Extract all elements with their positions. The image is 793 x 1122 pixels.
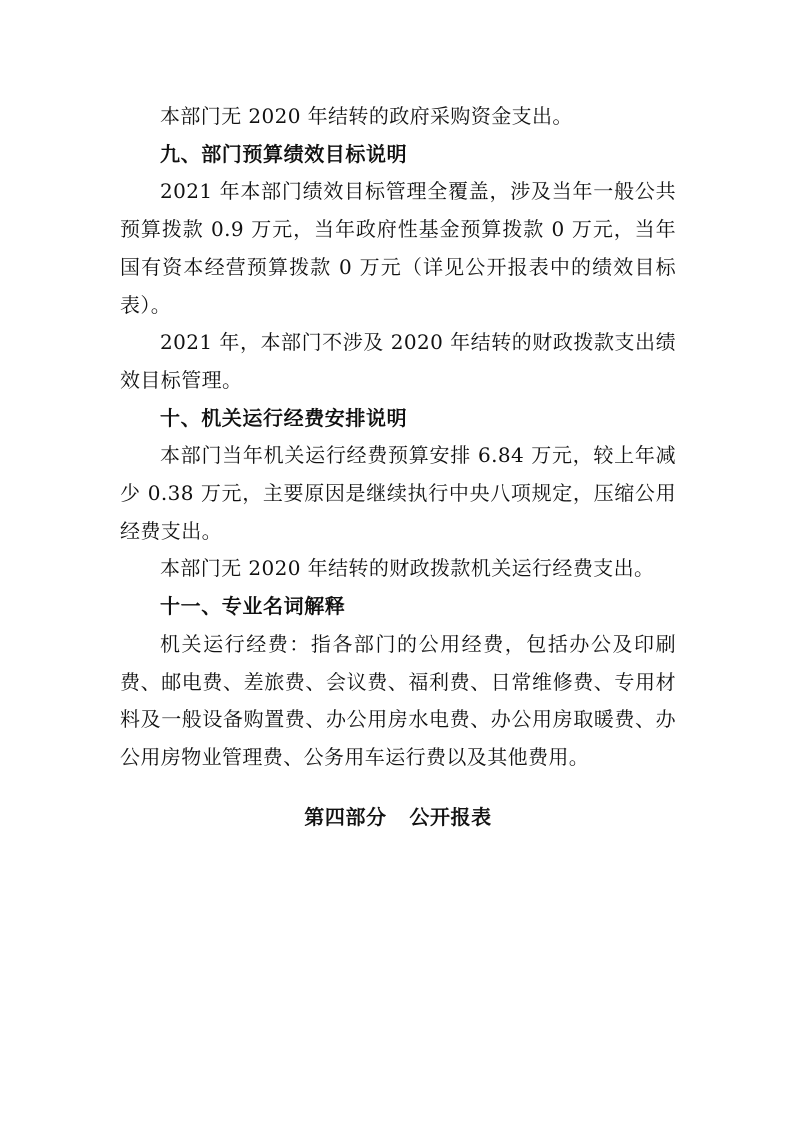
paragraph-operating-budget: 本部门当年机关运行经费预算安排 6.84 万元，较上年减少 0.38 万元，主要原因是继续执行中央八项规定，压缩公用经费支出。	[120, 443, 676, 543]
paragraph-term-definition: 机关运行经费：指各部门的公用经费，包括办公及印刷费、邮电费、差旅费、会议费、福利费、日常维修费、专用材料及一般设备购置费、办公用房水电费、办公用房取暖费、办公用房物业管理费、公务用车运行费以及其他费用。	[120, 631, 676, 769]
page-content	[120, 98, 676, 836]
heading-operating-expenses: 十、机关运行经费安排说明	[160, 405, 408, 430]
heading-performance-targets: 九、部门预算绩效目标说明	[160, 141, 408, 166]
paragraph-procurement-carryover: 本部门无 2020 年结转的政府采购资金支出。	[160, 104, 573, 128]
paragraph-performance-carryover: 2021 年，本部门不涉及 2020 年结转的财政拨款支出绩效目标管理。	[120, 330, 676, 392]
heading-terminology: 十一、专业名词解释	[160, 594, 346, 619]
paragraph-operating-carryover: 本部门无 2020 年结转的财政拨款机关运行经费支出。	[160, 556, 655, 581]
paragraph-performance-coverage: 2021 年本部门绩效目标管理全覆盖，涉及当年一般公共预算拨款 0.9 万元，当年政府性基金预算拨款 0 万元，当年国有资本经营预算拨款 0 万元（详见公开报表中的绩效目标表）。	[120, 179, 676, 317]
part-title: 第四部分 公开报表	[304, 804, 492, 829]
